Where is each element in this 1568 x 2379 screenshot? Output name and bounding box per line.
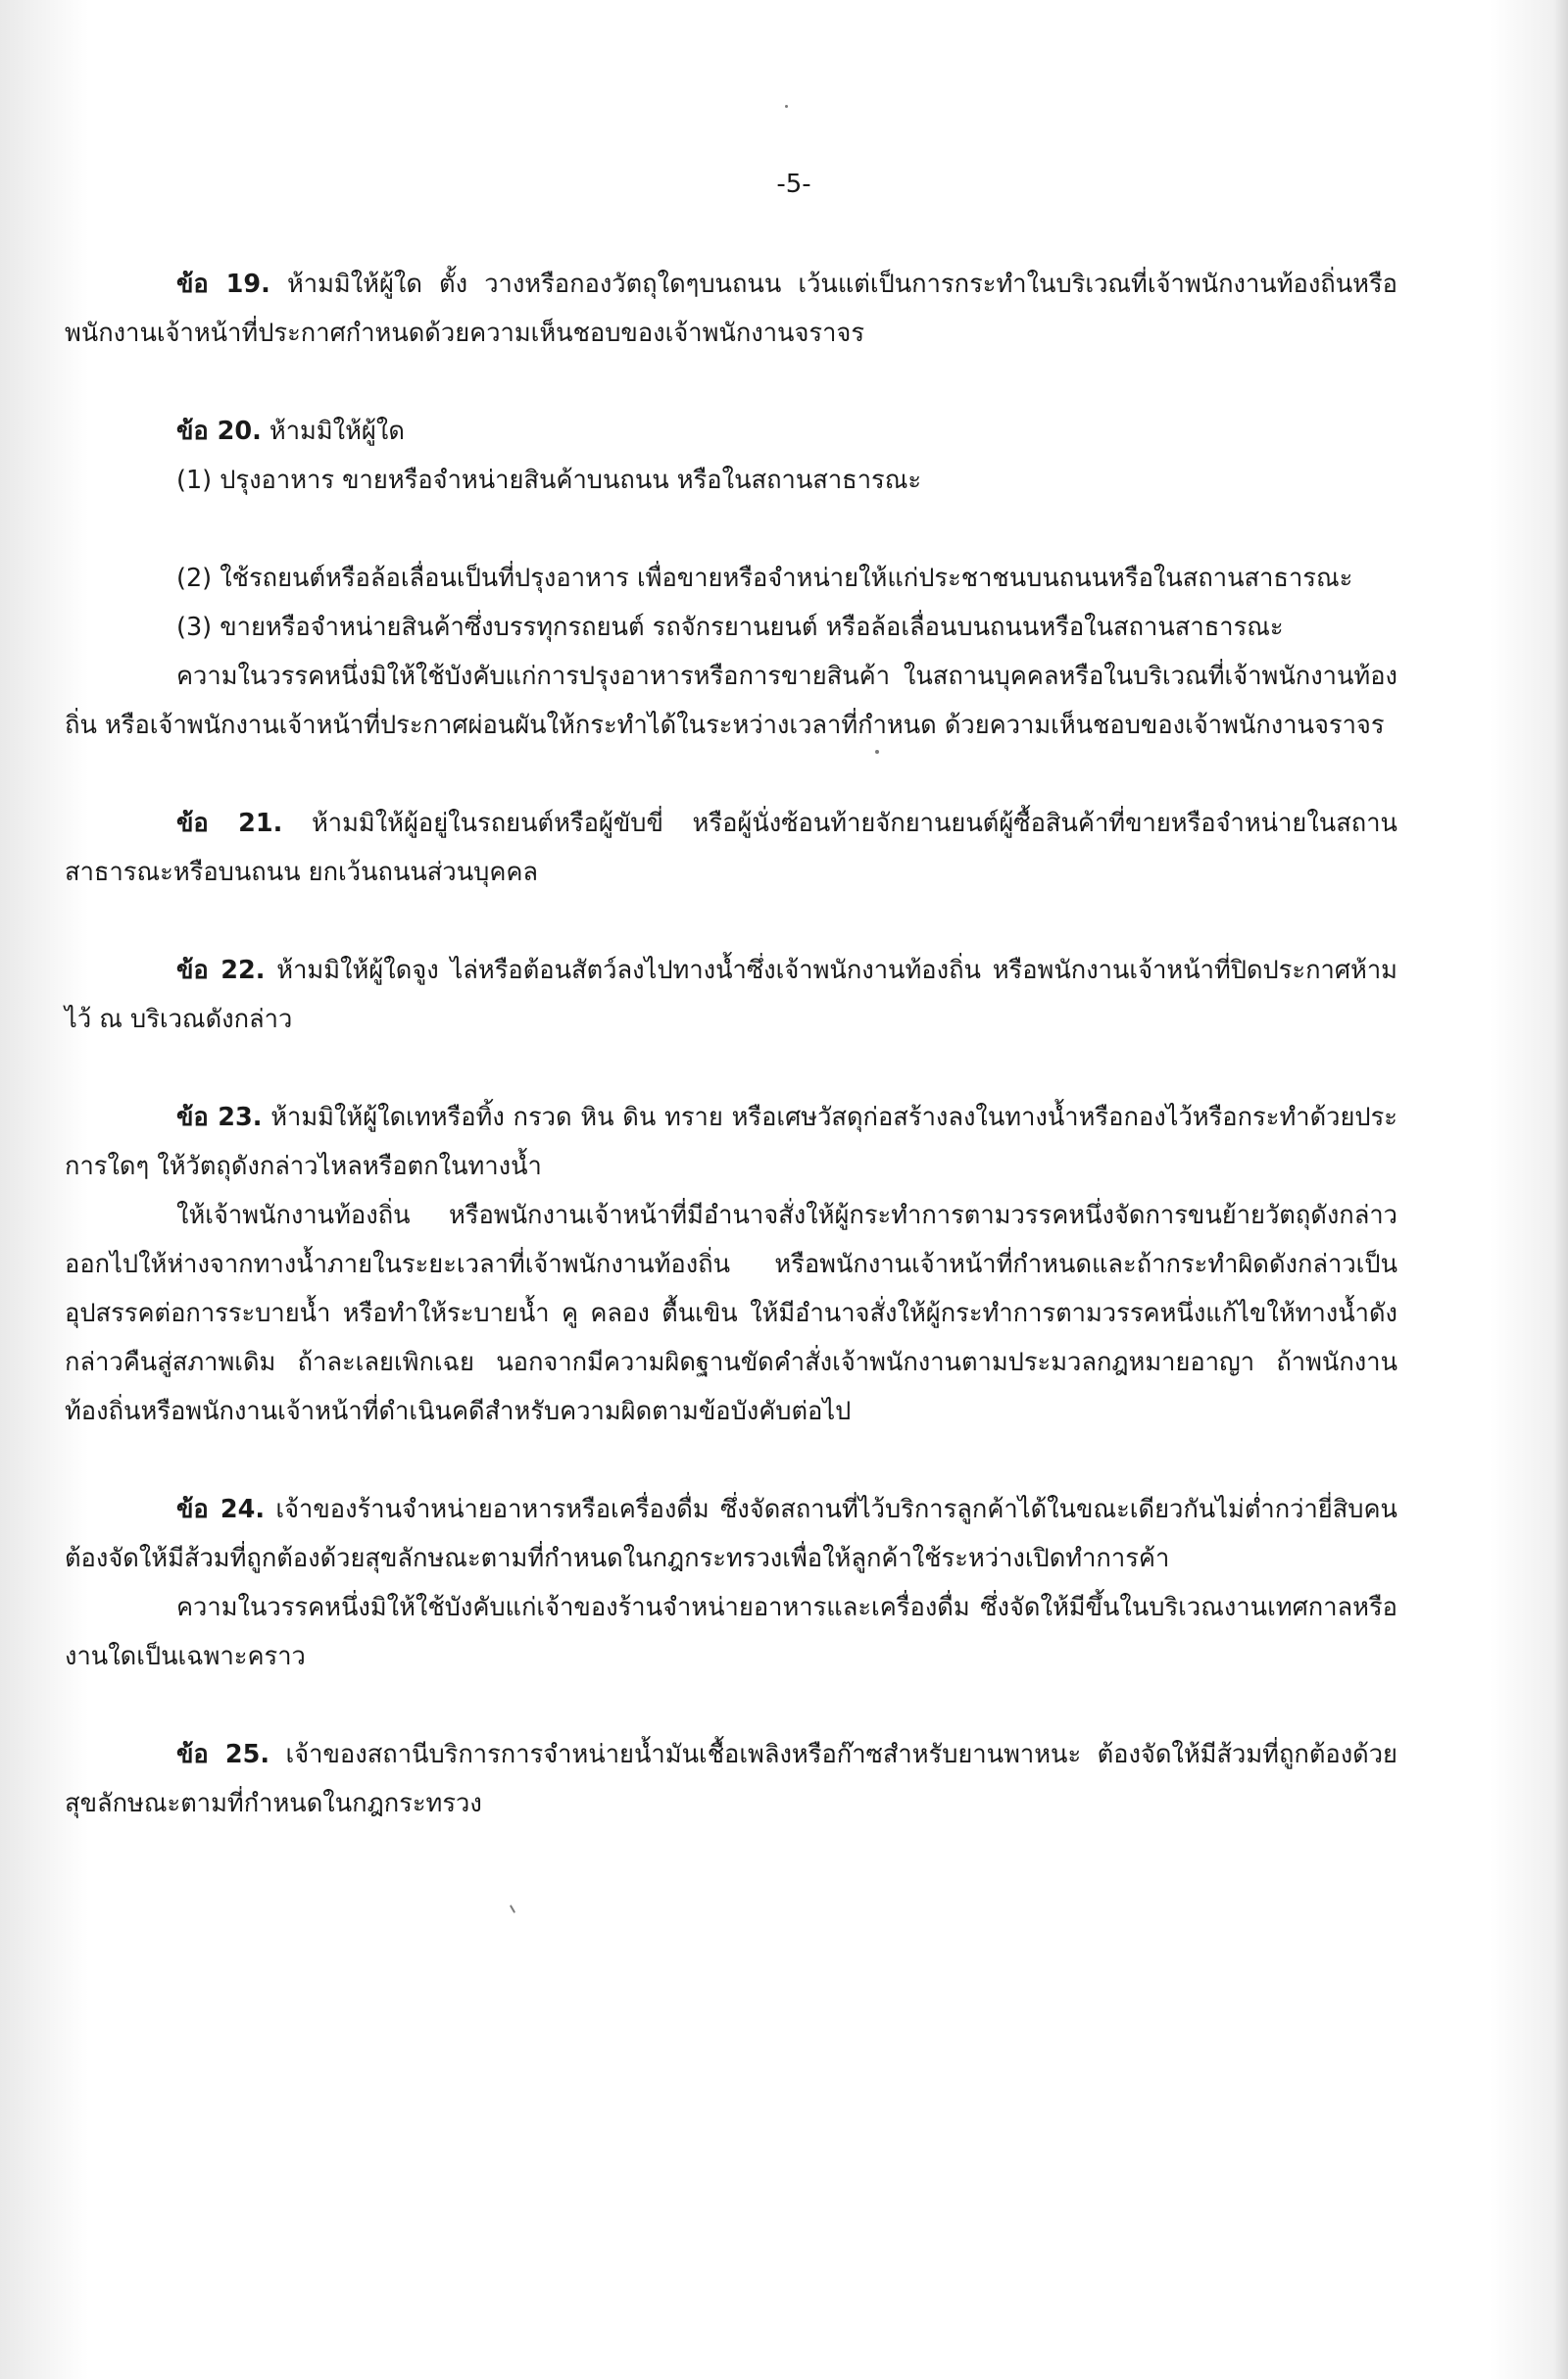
section-21-text: ห้ามมิให้ผู้อยู่ในรถยนต์หรือผู้ขับขี่ หรือผู้นั่งซ้อนท้ายจักยานยนต์ผู้ซื้อสินค้าที่ขายหรือจำหน่ายในสถานสาธารณะหรือบนถนน ยกเว้นถนนส่วนบุคคล bbox=[65, 809, 1397, 887]
section-24-label: ข้อ 24. bbox=[176, 1495, 266, 1524]
section-22 bbox=[65, 946, 1397, 1044]
page-number: -5- bbox=[776, 170, 811, 199]
section-22-text: ห้ามมิให้ผู้ใดจูง ไล่หรือต้อนสัตว์ลงไปทางน้ำซึ่งเจ้าพนักงานท้องถิ่น หรือพนักงานเจ้าหน้าที่ปิดประกาศห้ามไว้ ณ บริเวณดังกล่าว bbox=[65, 956, 1397, 1034]
section-20-label: ข้อ 20. bbox=[176, 417, 262, 446]
scan-speck bbox=[875, 750, 879, 754]
section-24 bbox=[65, 1485, 1397, 1583]
section-20-item-1: (1) ปรุงอาหาร ขายหรือจำหน่ายสินค้าบนถนน หรือในสถานสาธารณะ bbox=[176, 466, 922, 495]
section-23-note: ให้เจ้าพนักงานท้องถิ่น หรือพนักงานเจ้าหน้าที่มีอำนาจสั่งให้ผู้กระทำการตามวรรคหนึ่งจัดการขนย้ายวัตถุดังกล่าวออกไปให้ห่างจากทางน้ำภายในระยะเวลาที่เจ้าพนักงานท้องถิ่น หรือพนักงานเจ้าหน้าที่กำหนดและถ้ากระทำผิดดังกล่าวเป็นอุปสรรคต่อการระบายน้ำ หรือทำให้ระบายน้ำ คู คลอง ตื้นเขิน ให้มีอำนาจสั่งให้ผู้กระทำการตามวรรคหนึ่งแก้ไขให้ทางน้ำดังกล่าวคืนสู่สภาพเดิม ถ้าละเลยเพิกเฉย นอกจากมีความผิดฐานขัดคำสั่งเจ้าพนักงานตามประมวลกฎหมายอาญา ถ้าพนักงานท้องถิ่นหรือพนักงานเจ้าหน้าที่ดำเนินคดีสำหรับความผิดตามข้อบังคับต่อไป bbox=[65, 1201, 1397, 1426]
section-21-label: ข้อ 21. bbox=[176, 809, 283, 838]
section-23 bbox=[65, 1093, 1397, 1191]
section-21 bbox=[65, 799, 1397, 897]
section-22-label: ข้อ 22. bbox=[176, 956, 266, 985]
scan-speck bbox=[510, 1905, 515, 1913]
section-25-text: เจ้าของสถานีบริการการจำหน่ายน้ำมันเชื้อเพลิงหรือก๊าซสำหรับยานพาหนะ ต้องจัดให้มีส้วมที่ถูกต้องด้วยสุขลักษณะตามที่กำหนดในกฎกระทรวง bbox=[65, 1740, 1397, 1818]
section-20 bbox=[65, 407, 1397, 456]
section-23-label: ข้อ 23. bbox=[176, 1103, 263, 1132]
section-20-item-3: (3) ขายหรือจำหน่ายสินค้าซึ่งบรรทุกรถยนต์ รถจักรยานยนต์ หรือล้อเลื่อนบนถนนหรือในสถานสาธารณะ bbox=[176, 613, 1284, 642]
section-24-text: เจ้าของร้านจำหน่ายอาหารหรือเครื่องดื่ม ซึ่งจัดสถานที่ไว้บริการลูกค้าได้ในขณะเดียวกันไม่ต่ำกว่ายี่สิบคน ต้องจัดให้มีส้วมที่ถูกต้องด้วยสุขลักษณะตามที่กำหนดในกฎกระทรวงเพื่อให้ลูกค้าใช้ระหว่างเปิดทำการค้า bbox=[65, 1495, 1397, 1573]
section-20-item-2: (2) ใช้รถยนต์หรือล้อเลื่อนเป็นที่ปรุงอาหาร เพื่อขายหรือจำหน่ายให้แก่ประชาชนบนถนนหรือในสถานสาธารณะ bbox=[176, 564, 1353, 593]
section-23-text: ห้ามมิให้ผู้ใดเทหรือทิ้ง กรวด หิน ดิน ทราย หรือเศษวัสดุก่อสร้างลงในทางน้ำหรือกองไว้หรือกระทำด้วยประการใดๆ ให้วัตถุดังกล่าวไหลหรือตกในทางน้ำ bbox=[65, 1103, 1397, 1181]
section-19-text: ห้ามมิให้ผู้ใด ตั้ง วางหรือกองวัตถุใดๆบนถนน เว้นแต่เป็นการกระทำในบริเวณที่เจ้าพนักงานท้องถิ่นหรือพนักงานเจ้าหน้าที่ประกาศกำหนดด้วยความเห็นชอบของเจ้าพนักงานจราจร bbox=[65, 270, 1397, 348]
section-19 bbox=[65, 260, 1397, 358]
section-20-text: ห้ามมิให้ผู้ใด bbox=[261, 417, 405, 446]
section-24-note: ความในวรรคหนึ่งมิให้ใช้บังคับแก่เจ้าของร้านจำหน่ายอาหารและเครื่องดื่ม ซึ่งจัดให้มีขึ้นในบริเวณงานเทศกาลหรืองานใดเป็นเฉพาะคราว bbox=[65, 1593, 1397, 1671]
section-19-label: ข้อ 19. bbox=[176, 270, 270, 299]
scan-speck bbox=[785, 105, 788, 108]
section-20-note: ความในวรรคหนึ่งมิให้ใช้บังคับแก่การปรุงอาหารหรือการขายสินค้า ในสถานบุคคลหรือในบริเวณที่เจ้าพนักงานท้องถิ่น หรือเจ้าพนักงานเจ้าหน้าที่ประกาศผ่อนผันให้กระทำได้ในระหว่างเวลาที่กำหนด ด้วยความเห็นชอบของเจ้าพนักงานจราจร bbox=[65, 662, 1397, 740]
document-body bbox=[65, 260, 1397, 1828]
section-25 bbox=[65, 1730, 1397, 1828]
section-25-label: ข้อ 25. bbox=[176, 1740, 270, 1769]
